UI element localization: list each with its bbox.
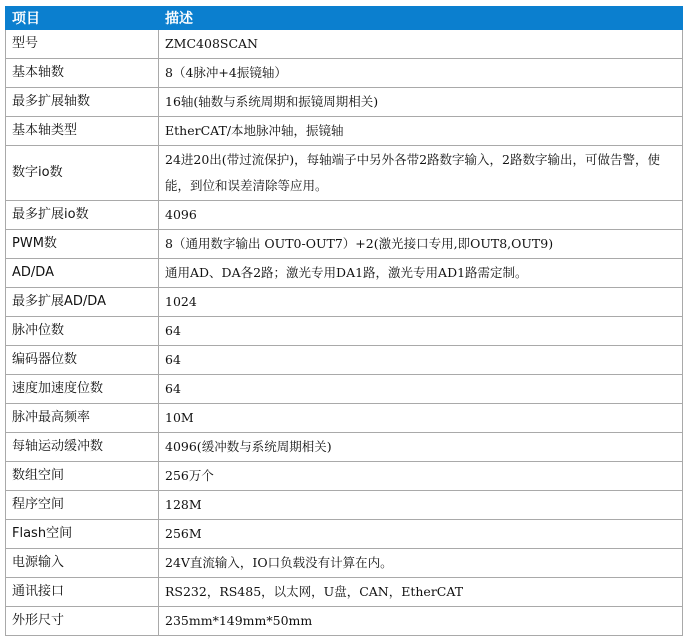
row-desc: ZMC408SCAN <box>159 30 683 59</box>
row-desc: 16轴(轴数与系统周期和振镜周期相关) <box>159 88 683 117</box>
row-item: 基本轴类型 <box>6 117 159 146</box>
table-row <box>6 375 683 404</box>
row-item: 通讯接口 <box>6 578 159 607</box>
row-item: AD/DA <box>6 259 159 288</box>
table-row <box>6 607 683 636</box>
row-item: 基本轴数 <box>6 59 159 88</box>
table-row <box>6 88 683 117</box>
row-desc: 64 <box>159 346 683 375</box>
row-desc: EtherCAT/本地脉冲轴，振镜轴 <box>159 117 683 146</box>
row-item: 速度加速度位数 <box>6 375 159 404</box>
row-item: 外形尺寸 <box>6 607 159 636</box>
row-desc: 256M <box>159 520 683 549</box>
row-desc: 64 <box>159 375 683 404</box>
row-item: 最多扩展io数 <box>6 201 159 230</box>
row-desc: 4096(缓冲数与系统周期相关) <box>159 433 683 462</box>
table-row <box>6 578 683 607</box>
row-desc: 4096 <box>159 201 683 230</box>
row-desc: 24V直流输入，IO口负载没有计算在内。 <box>159 549 683 578</box>
table-row <box>6 59 683 88</box>
table-row <box>6 549 683 578</box>
table-row <box>6 30 683 59</box>
table-row <box>6 146 683 201</box>
table-header-row <box>6 7 683 30</box>
row-item: 型号 <box>6 30 159 59</box>
row-item: Flash空间 <box>6 520 159 549</box>
table-row <box>6 404 683 433</box>
table-row <box>6 346 683 375</box>
table-row <box>6 317 683 346</box>
table-row <box>6 462 683 491</box>
row-desc: 64 <box>159 317 683 346</box>
row-item: 最多扩展轴数 <box>6 88 159 117</box>
row-desc: 24进20出(带过流保护)，每轴端子中另外各带2路数字输入，2路数字输出，可做告警，使能，到位和误差清除等应用。 <box>159 146 683 201</box>
row-desc: 10M <box>159 404 683 433</box>
column-header-item: 项目 <box>6 7 159 30</box>
table-row <box>6 433 683 462</box>
table-row <box>6 201 683 230</box>
row-desc: RS232，RS485，以太网，U盘，CAN，EtherCAT <box>159 578 683 607</box>
row-item: 数组空间 <box>6 462 159 491</box>
table-row <box>6 117 683 146</box>
row-desc: 1024 <box>159 288 683 317</box>
row-desc: 通用AD、DA各2路；激光专用DA1路，激光专用AD1路需定制。 <box>159 259 683 288</box>
table-row <box>6 520 683 549</box>
row-item: 脉冲位数 <box>6 317 159 346</box>
row-desc: 256万个 <box>159 462 683 491</box>
row-item: 数字io数 <box>6 146 159 201</box>
row-desc: 128M <box>159 491 683 520</box>
table-row <box>6 230 683 259</box>
row-item: 程序空间 <box>6 491 159 520</box>
row-item: 编码器位数 <box>6 346 159 375</box>
row-item: 每轴运动缓冲数 <box>6 433 159 462</box>
row-desc: 8（通用数字输出 OUT0-OUT7）+2(激光接口专用,即OUT8,OUT9) <box>159 230 683 259</box>
column-header-desc: 描述 <box>159 7 683 30</box>
row-desc: 235mm*149mm*50mm <box>159 607 683 636</box>
table-row <box>6 288 683 317</box>
spec-table <box>5 6 683 636</box>
table-row <box>6 259 683 288</box>
row-item: 最多扩展AD/DA <box>6 288 159 317</box>
row-item: 脉冲最高频率 <box>6 404 159 433</box>
row-item: 电源输入 <box>6 549 159 578</box>
row-item: PWM数 <box>6 230 159 259</box>
row-desc: 8（4脉冲+4振镜轴） <box>159 59 683 88</box>
table-row <box>6 491 683 520</box>
